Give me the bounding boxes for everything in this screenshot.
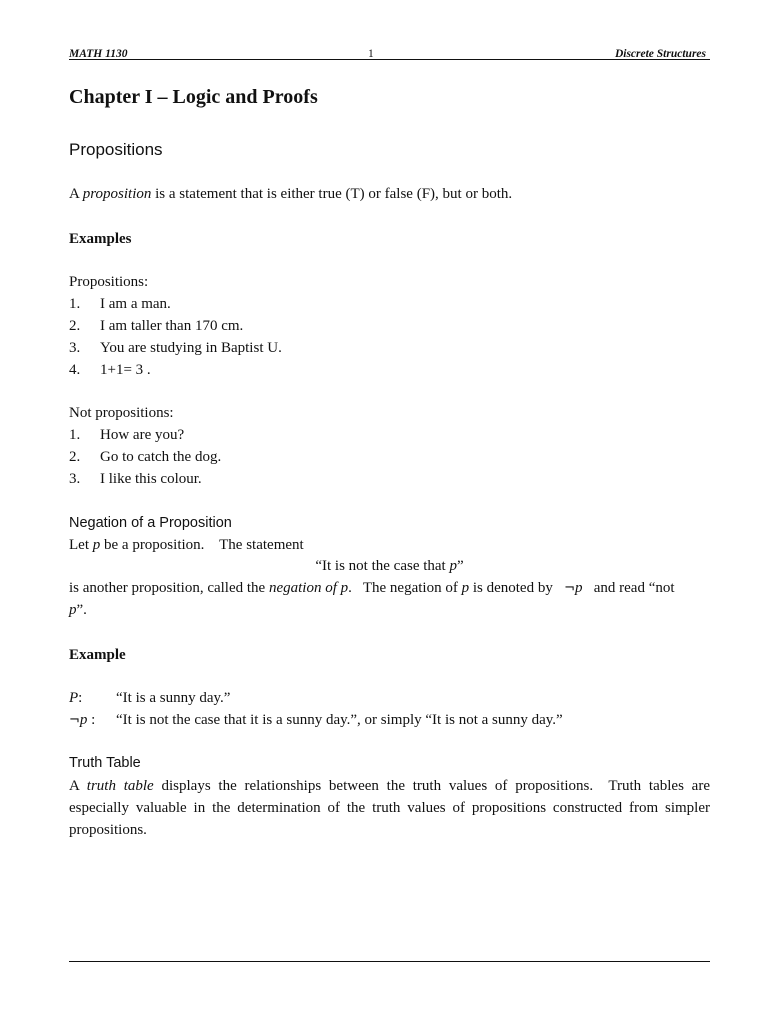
example-notp-text: “It is not the case that it is a sunny day.”, or simply “It is not a sunny day.” <box>116 712 563 728</box>
list-item: 1. How are you? <box>69 427 185 443</box>
examples-heading: Examples <box>69 231 132 247</box>
truth-table-paragraph: A truth table displays the relationships between the truth values of propositions. Truth tables are especially valuable in the determination of the truth values of propositions constructed from simpler propositions. <box>69 778 710 838</box>
list-item: 2. Go to catch the dog. <box>69 449 222 465</box>
chapter-title: Chapter I – Logic and Proofs <box>69 86 318 108</box>
example-p-label: P: <box>69 690 83 706</box>
negation-quote: “It is not the case that p” <box>315 558 464 574</box>
not-propositions-list <box>69 424 710 490</box>
proposition-definition: A proposition is a statement that is either true (T) or false (F), but or both. <box>69 186 513 202</box>
truth-table-term: truth table <box>86 778 154 794</box>
list-item: 3. You are studying in Baptist U. <box>69 340 282 356</box>
example-p-text: “It is a sunny day.” <box>116 690 231 706</box>
document-page <box>69 0 710 1024</box>
list-item: 1. I am a man. <box>69 296 171 312</box>
negation-term: negation of p <box>268 580 349 596</box>
example-notp-row <box>69 709 710 731</box>
example-p-row <box>69 687 710 709</box>
negation-definition-cont: p”. <box>69 602 87 618</box>
section-heading-negation: Negation of a Proposition <box>69 515 232 531</box>
list-item: 3. I like this colour. <box>69 471 202 487</box>
negation-symbol: ¬ <box>564 581 575 596</box>
header-page-number: 1 <box>368 48 374 60</box>
footer-rule <box>69 961 710 962</box>
negation-intro: Let p be a proposition. The statement <box>69 537 304 553</box>
running-header <box>69 41 710 60</box>
propositions-list <box>69 293 710 381</box>
propositions-label: Propositions: <box>69 274 149 290</box>
list-item: 4. 1+1= 3 . <box>69 362 151 378</box>
section-heading-truth-table: Truth Table <box>69 755 141 771</box>
header-course: MATH 1130 <box>69 48 128 60</box>
not-propositions-label: Not propositions: <box>69 405 174 421</box>
list-item: 2. I am taller than 170 cm. <box>69 318 244 334</box>
example-heading: Example <box>69 647 126 663</box>
header-subject: Discrete Structures <box>614 48 706 60</box>
negation-definition: is another proposition, called the negation of p. The negation of p is denoted by ¬p and read “not <box>69 580 675 596</box>
example-notp-label: ¬p : <box>69 712 96 728</box>
section-heading-propositions: Propositions <box>69 140 163 159</box>
definition-term: proposition <box>82 186 152 202</box>
